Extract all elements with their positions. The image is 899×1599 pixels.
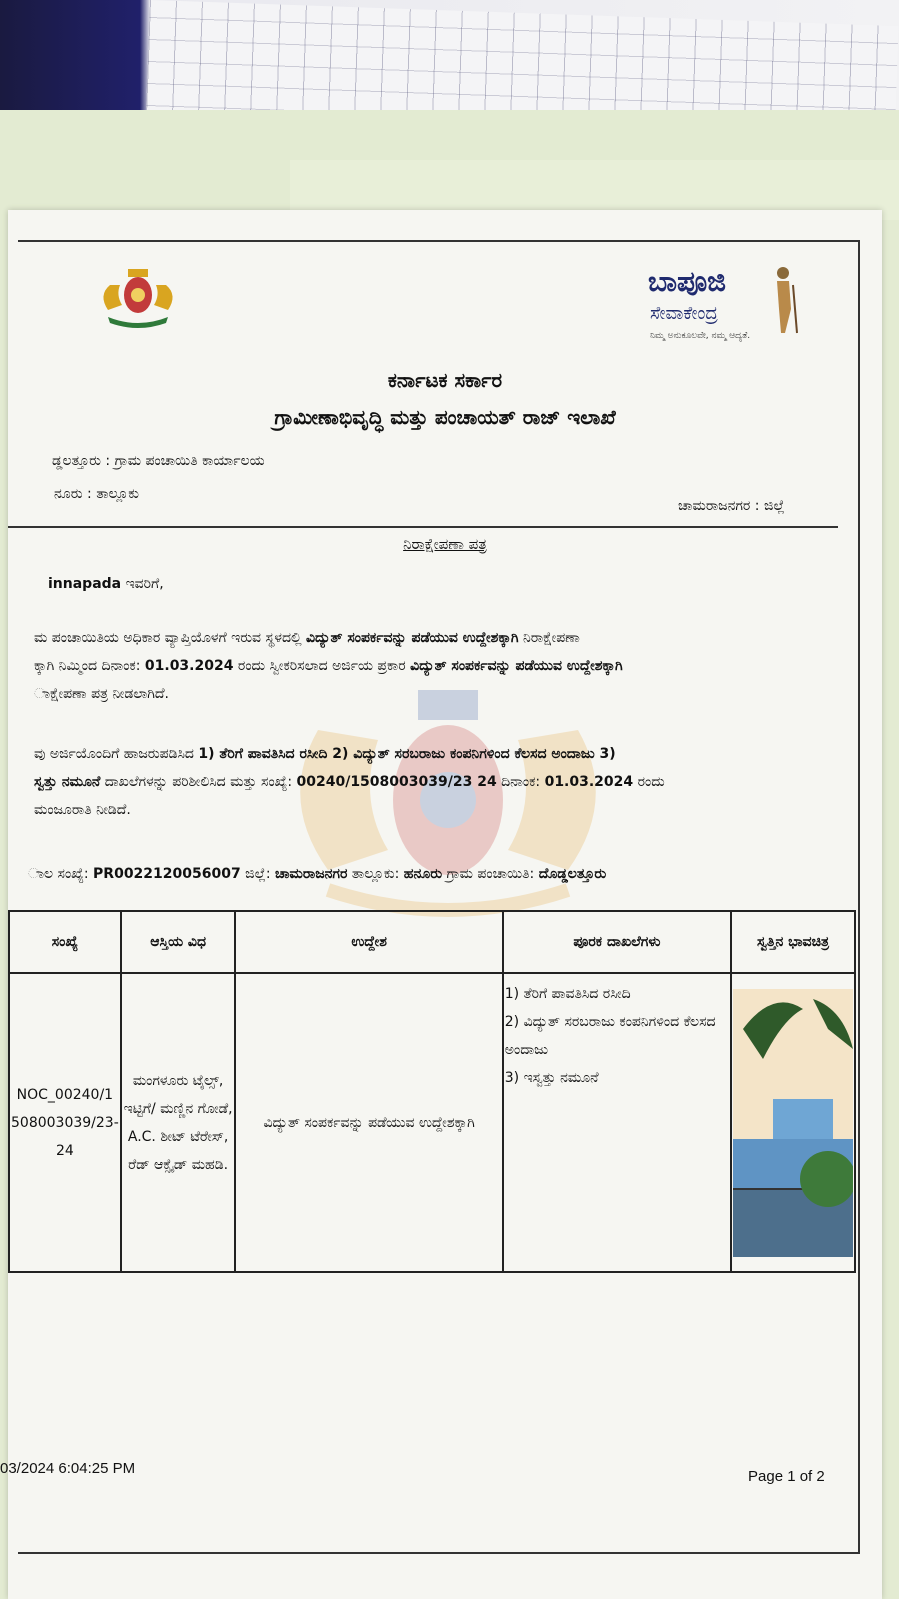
print-timestamp: 03/2024 6:04:25 PM — [0, 1460, 136, 1477]
noc-document — [0, 210, 882, 1599]
table-header-row — [9, 911, 855, 973]
property-details-line: ಾಲ ಸಂಖ್ಯೆ: PR0022120056007 ಜಿಲ್ಲೆ: ಚಾಮರಾಜನಗರ ತಾಲ್ಲೂಕು: ಹನೂರು ಗ್ರಾಮ ಪಂಚಾಯಿತಿ: ದೊಡ್ಡಲತ್ತೂರು — [28, 866, 607, 882]
header-divider — [8, 526, 838, 528]
page-indicator: Page 1 of 2 — [748, 1468, 825, 1485]
logo-subtitle: ಸೇವಾಕೇಂದ್ರ — [650, 303, 718, 324]
salutation — [48, 576, 164, 592]
paragraph2-line3: ಮಂಜೂರಾತಿ ನೀಡಿದೆ. — [34, 802, 131, 818]
column-header-purpose: ಉದ್ದೇಶ — [235, 911, 502, 973]
government-heading: ಕರ್ನಾಟಕ ಸರ್ಕಾರ — [387, 368, 503, 392]
paragraph1-line2: ಕ್ಕಾಗಿ ನಿಮ್ಮಿಂದ ದಿನಾಂಕ: 01.03.2024 ರಂದು ಸ್ವೀಕರಿಸಲಾದ ಅರ್ಜಿಯ ಪ್ರಕಾರ ವಿದ್ಯುತ್ ಸಂಪರ್ಕವನ್ನು ಪಡೆಯುವ ಉದ್ದೇಶಕ್ಕಾಗಿ — [34, 658, 623, 674]
cell-number: NOC_00240/1 508003039/23- 24 — [9, 973, 121, 1272]
cell-photo — [731, 973, 855, 1272]
gandhi-figure-icon — [763, 265, 799, 335]
document-item-1: 1) ತೆರಿಗೆ ಪಾವತಿಸಿದ ರಸೀದಿ — [504, 986, 631, 1002]
paragraph-documents — [34, 740, 834, 824]
office-line: ಡ್ಡಲತ್ತೂರು : ಗ್ರಾಮ ಪಂಚಾಯಿತಿ ಕಾರ್ಯಾಲಯ — [52, 453, 265, 469]
district-line: ಚಾಮರಾಜನಗರ : ಜಿಲ್ಲೆ — [678, 498, 785, 514]
paragraph2-line1: ವು ಅರ್ಜಿಯೊಂದಿಗೆ ಹಾಜರುಪಡಿಸಿದ 1) ತೆರಿಗೆ ಪಾವತಿಸಿದ ರಸೀದಿ 2) ವಿದ್ಯುತ್ ಸರಬರಾಜು ಕಂಪನಿಗಳಿಂದ ಕೆಲಸದ ಅಂದಾಜು 3) — [34, 746, 616, 762]
cell-property-type: ಮಂಗಳೂರು ಟೈಲ್ಸ್, ಇಟ್ಟಿಗೆ/ ಮಣ್ಣಿನ ಗೋಡೆ, A.C. ಶೀಟ್ ಟೆರೇಸ್, ರೆಡ್ ಆಕ್ಸೈಡ್ ಮಹಡಿ. — [121, 973, 236, 1272]
subject-title: ನಿರಾಕ್ಷೇಪಣಾ ಪತ್ರ — [403, 535, 487, 553]
column-header-number: ಸಂಖ್ಯೆ — [9, 911, 121, 973]
property-photo — [733, 989, 853, 1257]
table-row — [9, 973, 855, 1272]
column-header-property-type: ಆಸ್ತಿಯ ವಿಧ — [121, 911, 236, 973]
noc-table — [8, 910, 856, 1273]
column-header-documents: ಪೂರಕ ದಾಖಲೆಗಳು — [503, 911, 731, 973]
paragraph1-line3: ಾಕ್ಷೇಪಣಾ ಪತ್ರ ನೀಡಲಾಗಿದೆ. — [34, 686, 169, 702]
karnataka-emblem-icon — [88, 255, 188, 335]
logo-tagline: ನಿಮ್ಮ ಅನುಕೂಲವೇ, ನಮ್ಮ ಆದ್ಯತೆ. — [650, 331, 751, 341]
taluk-line: ನೂರು : ತಾಲ್ಲೂಕು — [54, 486, 139, 502]
bapuji-sevakendra-logo — [648, 265, 798, 350]
document-item-2: 2) ವಿದ್ಯುತ್ ಸರಬರಾಜು ಕಂಪನಿಗಳಿಂದ ಕೆಲಸದ ಅಂದಾಜು — [504, 1014, 716, 1058]
cell-documents — [503, 973, 731, 1272]
paragraph1-line1: ಮ ಪಂಚಾಯಿತಿಯ ಅಧಿಕಾರ ವ್ಯಾಪ್ತಿಯೊಳಗೆ ಇರುವ ಸ್ಥಳದಲ್ಲಿ ವಿದ್ಯುತ್ ಸಂಪರ್ಕವನ್ನು ಪಡೆಯುವ ಉದ್ದೇಶಕ್ಕಾಗಿ ನಿರಾಕ್ಷೇಪಣಾ — [34, 630, 580, 646]
cell-purpose: ವಿದ್ಯುತ್ ಸಂಪರ್ಕವನ್ನು ಪಡೆಯುವ ಉದ್ದೇಶಕ್ಕಾಗಿ — [235, 973, 502, 1272]
salutation-suffix: ಇವರಿಗೆ, — [121, 576, 164, 592]
addressee-name: innapada — [48, 576, 122, 592]
property-photo-image — [733, 989, 853, 1257]
logo-title: ಬಾಪೂಜಿ — [648, 265, 726, 298]
paragraph-application — [34, 624, 834, 708]
column-header-photo: ಸ್ವತ್ತಿನ ಭಾವಚಿತ್ರ — [731, 911, 855, 973]
document-item-3: 3) ಇಸ್ವತ್ತು ನಮೂನೆ — [504, 1070, 599, 1086]
paragraph2-line2: ಸ್ವತ್ತು ನಮೂನೆ ದಾಖಲೆಗಳನ್ನು ಪರಿಶೀಲಿಸಿದ ಮತ್ತು ಸಂಖ್ಯೆ: 00240/1508003039/23 24 ದಿನಾಂಕ: 01.03.2024 ರಂದು — [34, 774, 665, 790]
department-heading: ಗ್ರಾಮೀಣಾಭಿವೃದ್ಧಿ ಮತ್ತು ಪಂಚಾಯತ್ ರಾಜ್ ಇಲಾಖೆ — [274, 405, 616, 429]
